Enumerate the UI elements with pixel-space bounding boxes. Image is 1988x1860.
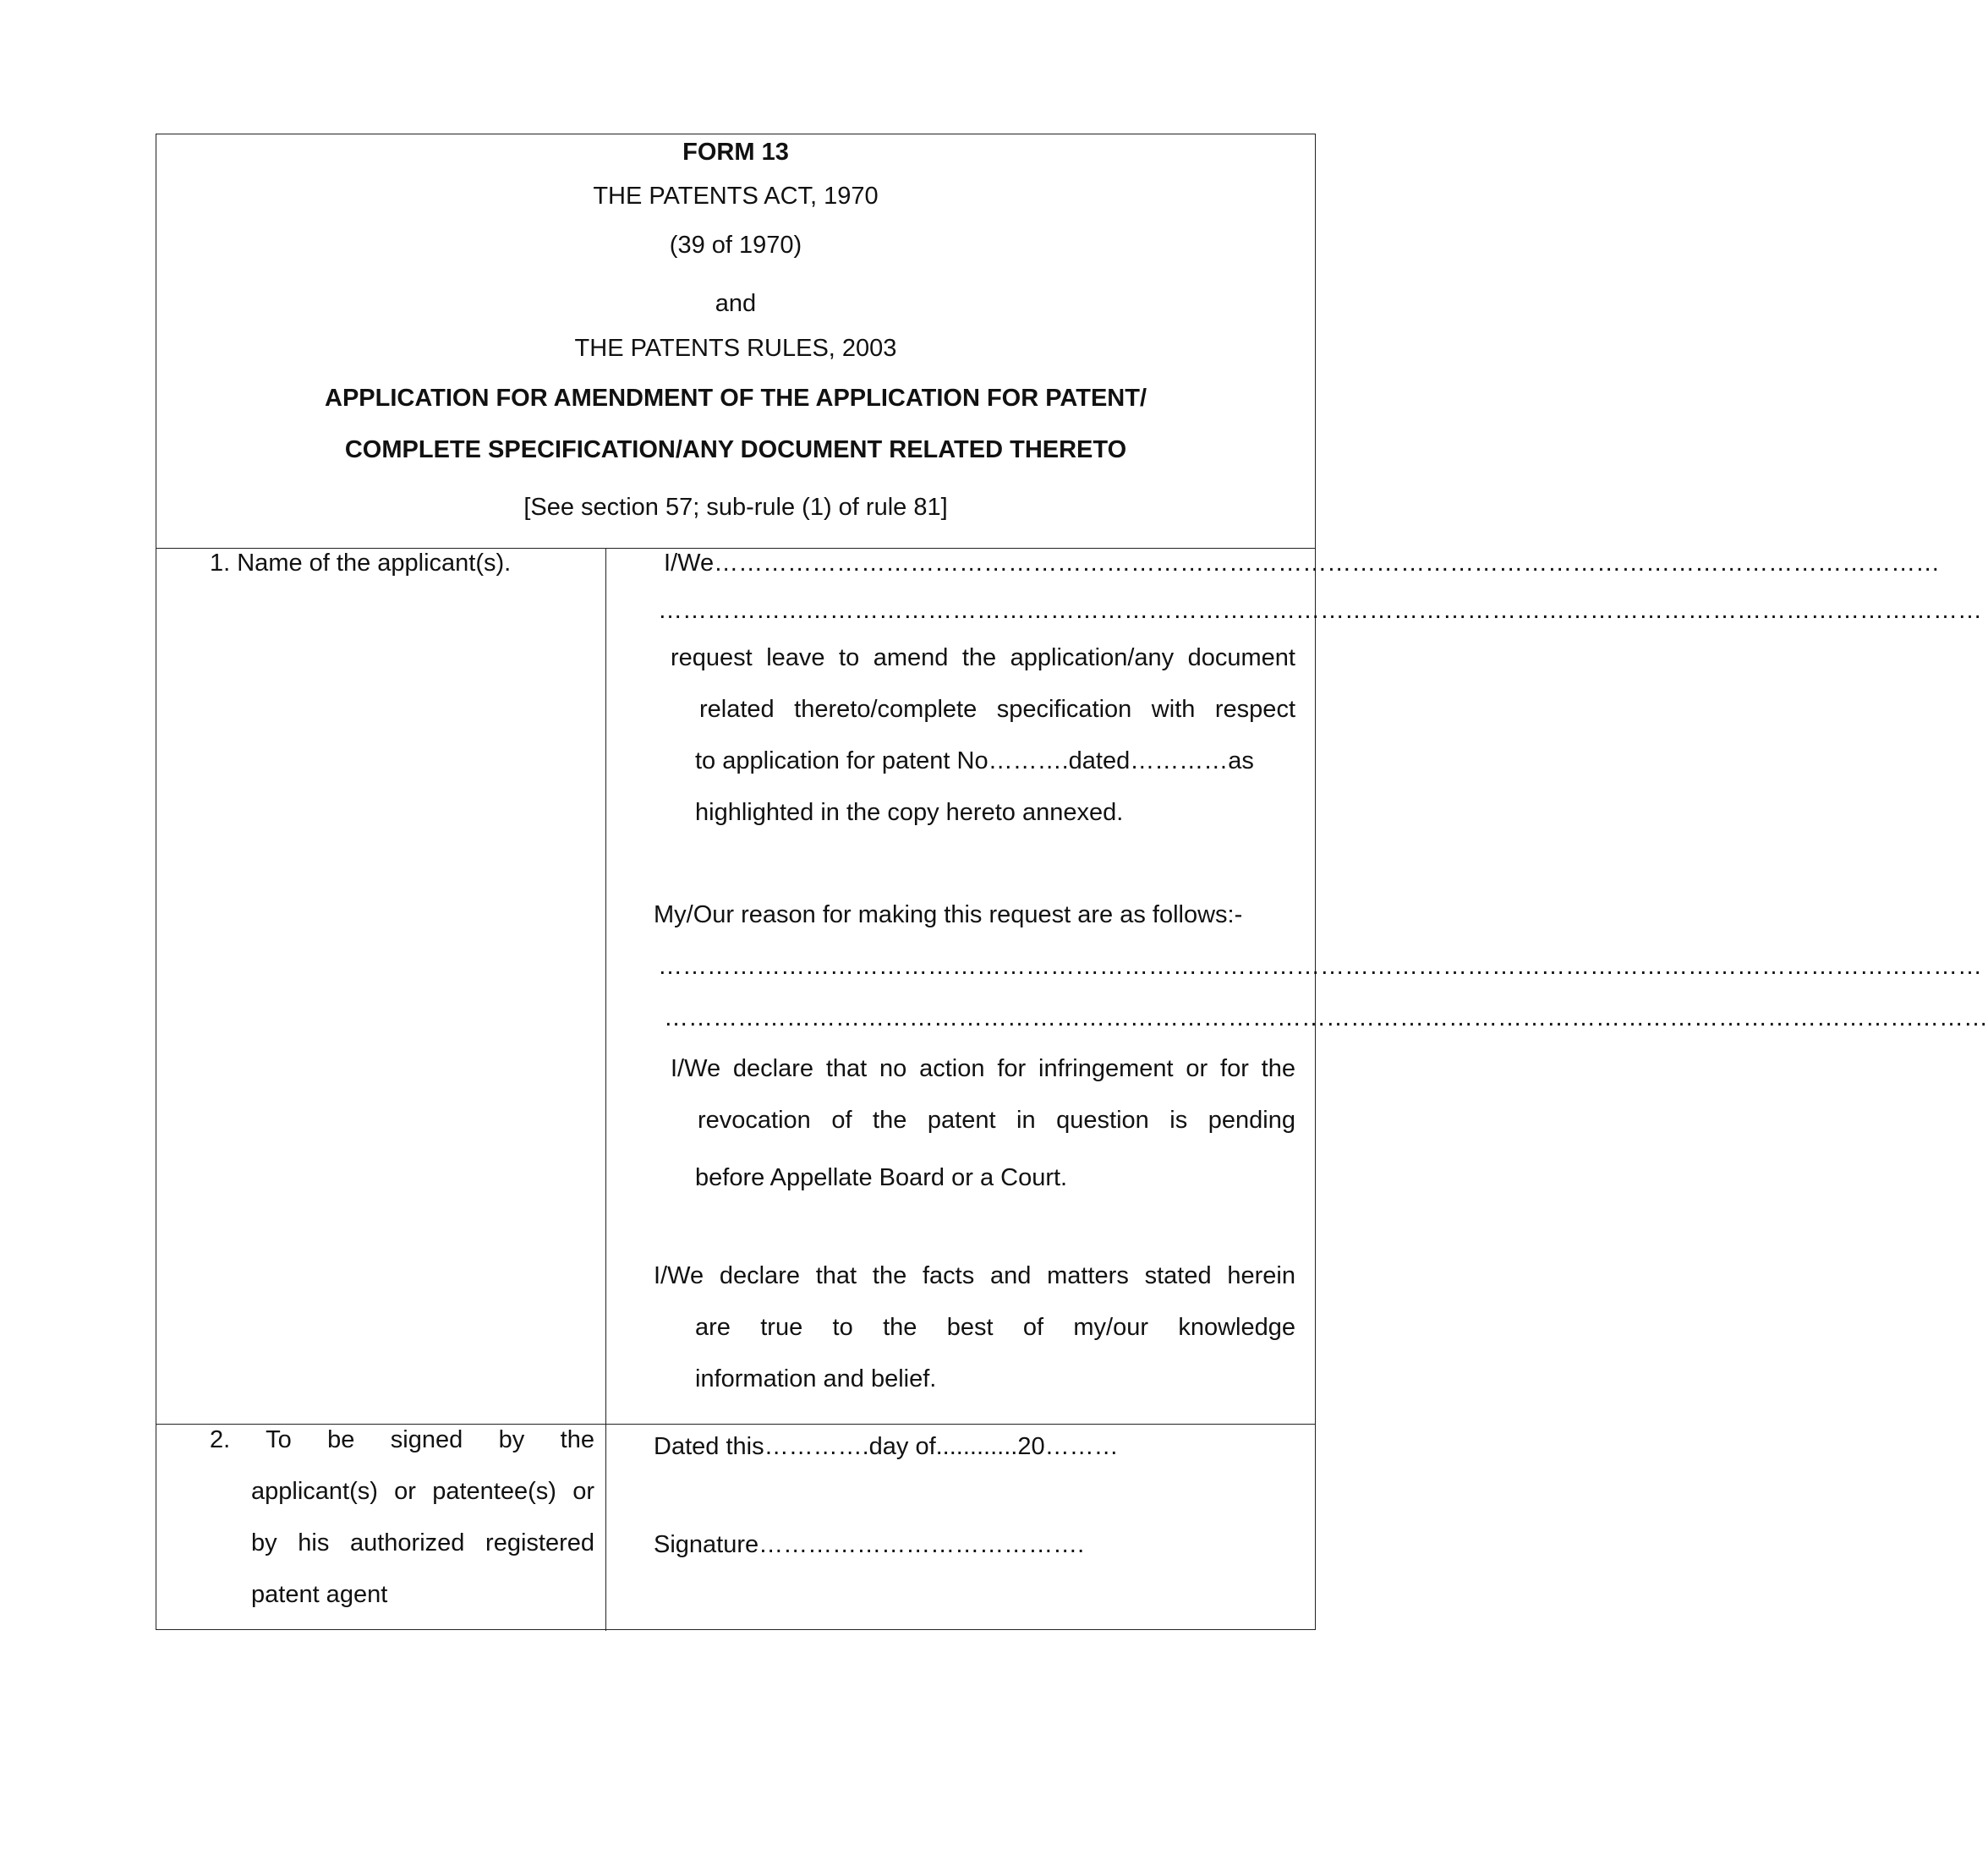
request-line-1: request leave to amend the application/any document xyxy=(671,644,1295,671)
facts-line-3: information and belief. xyxy=(695,1365,937,1392)
row-divider xyxy=(156,1424,1315,1425)
signatory-label-line-2: applicant(s) or patentee(s) or xyxy=(251,1478,594,1505)
reason-line-1[interactable]: ……………………………………………………………………………………………………………………………………………… xyxy=(658,953,1982,980)
rules-title: THE PATENTS RULES, 2003 xyxy=(574,335,897,362)
no-action-line-1: I/We declare that no action for infringement or for the xyxy=(671,1055,1295,1082)
signatory-label-line-4: patent agent xyxy=(251,1581,388,1608)
column-divider xyxy=(605,548,606,1631)
no-action-line-2: revocation of the patent in question is pending xyxy=(698,1107,1295,1134)
act-title: THE PATENTS ACT, 1970 xyxy=(593,183,879,210)
form-title-line-2: COMPLETE SPECIFICATION/ANY DOCUMENT RELATED THERETO xyxy=(344,436,1127,463)
act-number: (39 of 1970) xyxy=(669,232,802,259)
form-number: FORM 13 xyxy=(682,139,789,166)
no-action-line-3: before Appellate Board or a Court. xyxy=(695,1164,1068,1191)
form-header xyxy=(156,134,1315,549)
form-title-line-1: APPLICATION FOR AMENDMENT OF THE APPLICATION FOR PATENT/ xyxy=(325,385,1147,412)
applicant-name-line-1[interactable]: I/We…………………………………………………………………………………………………………………………………… xyxy=(664,550,1941,577)
iwe-prefix: I/We xyxy=(664,550,715,577)
applicant-name-label: 1. Name of the applicant(s). xyxy=(210,550,512,577)
signature-field[interactable]: Signature…………………………………. xyxy=(654,1531,1085,1558)
request-line-3: to application for patent No……….dated…………as xyxy=(695,747,1254,774)
dated-field[interactable]: Dated this………….day of............20……… xyxy=(654,1433,1119,1460)
request-line-2: related thereto/complete specification with respect xyxy=(699,696,1295,723)
form-frame xyxy=(156,134,1988,1630)
request-line-4: highlighted in the copy hereto annexed. xyxy=(695,799,1124,826)
facts-line-2: are true to the best of my/our knowledge xyxy=(695,1314,1295,1341)
reason-line-2[interactable]: ……………………………………………………………………………………………………………………………………………… xyxy=(664,1004,1988,1031)
signatory-label-line-3: by his authorized registered xyxy=(251,1529,594,1556)
reason-intro: My/Our reason for making this request are as follows:- xyxy=(654,901,1243,928)
and-text: and xyxy=(715,290,757,317)
rule-reference: [See section 57; sub-rule (1) of rule 81] xyxy=(523,494,948,521)
signatory-label-line-1: 2. To be signed by the xyxy=(210,1426,594,1453)
applicant-name-line-2[interactable]: ……………………………………………………………………………………………………………………………………………… xyxy=(658,597,1982,624)
facts-line-1: I/We declare that the facts and matters stated herein xyxy=(654,1262,1295,1289)
